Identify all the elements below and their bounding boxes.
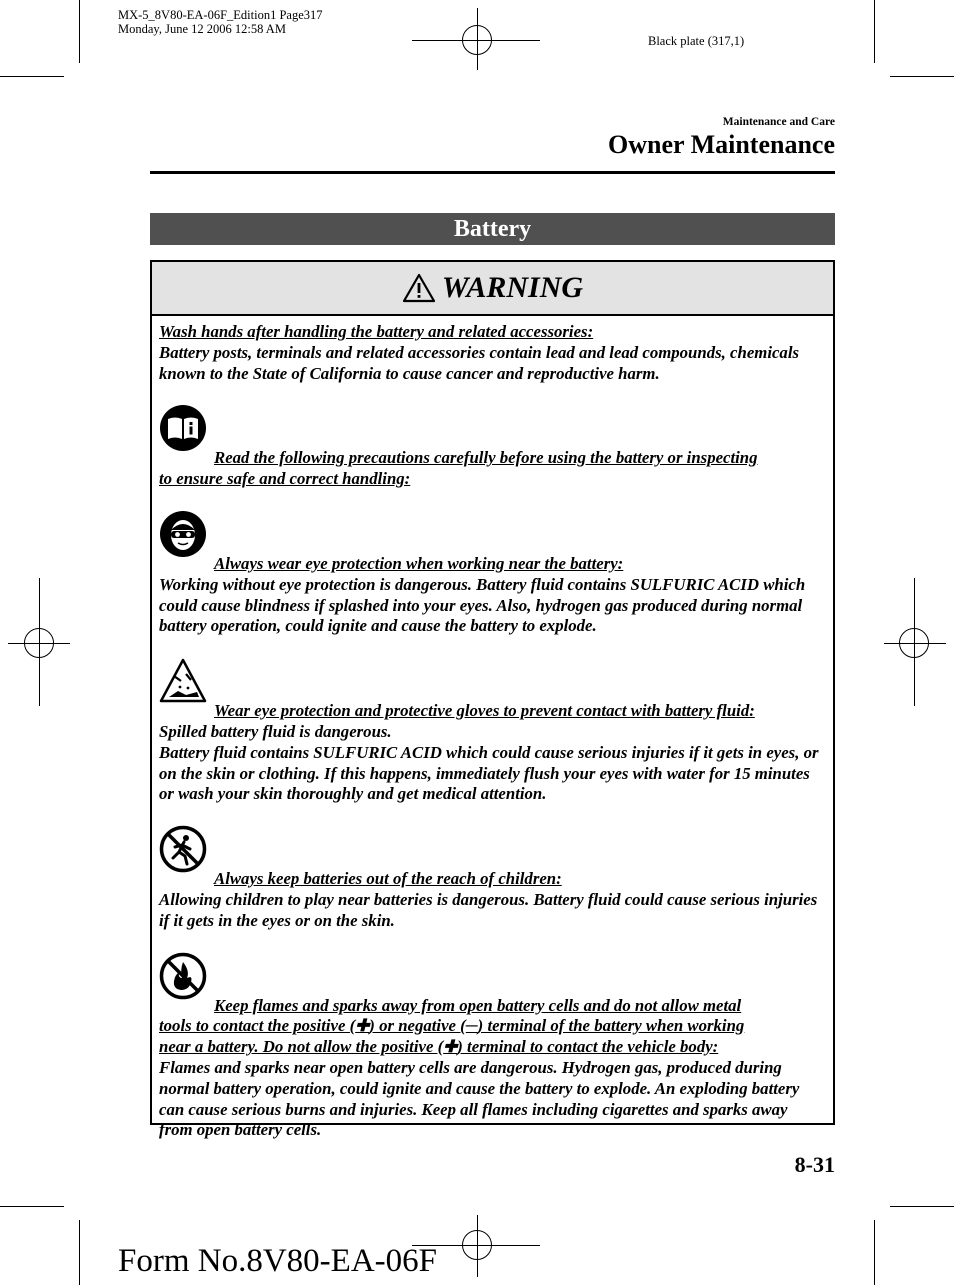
p5-heading: Always keep batteries out of the reach of children:	[214, 869, 562, 889]
p3-text: Working without eye protection is dangerous. Battery fluid contains SULFURIC ACID which could cause blindness if splashed into your eyes. Also, hydrogen gas produced during normal battery operation, could ignite and cause the battery to explode.	[159, 574, 806, 636]
crop-mark	[0, 76, 64, 77]
crop-mark	[890, 1206, 954, 1207]
plus-icon: ✚	[355, 1016, 370, 1036]
registration-circle	[462, 25, 492, 55]
p6-heading-b: tools to contact the positive (✚) or negative (─) terminal of the battery when working	[159, 1016, 745, 1036]
crop-mark	[874, 0, 875, 63]
warning-title: WARNING	[441, 271, 584, 304]
p4-heading: Wear eye protection and protective gloves to prevent contact with battery fluid:	[214, 701, 755, 721]
minus-icon: ─	[465, 1016, 478, 1036]
no-flames-icon	[159, 952, 207, 1000]
crop-mark	[874, 1220, 875, 1285]
corrosive-acid-icon	[159, 657, 207, 705]
p3-heading: Always wear eye protection when working near the battery:	[214, 553, 624, 573]
p1-text: Battery posts, terminals and related accessories contain lead and lead compounds, chemicals known to the State of California to cause cancer and reproductive harm.	[159, 342, 800, 383]
warning-header	[152, 262, 833, 316]
crop-mark	[0, 1206, 64, 1207]
p6-heading-c: near a battery. Do not allow the positive (✚) terminal to contact the vehicle body:	[159, 1037, 719, 1057]
crop-mark	[79, 0, 80, 63]
p6-heading-a: Keep flames and sparks away from open battery cells and do not allow metal	[214, 995, 742, 1015]
plate-label: Black plate (317,1)	[648, 34, 745, 48]
date-line: Monday, June 12 2006 12:58 AM	[118, 22, 286, 36]
plus-icon: ✚	[443, 1037, 458, 1057]
registration-circle	[462, 1230, 492, 1260]
keep-away-children-icon	[159, 825, 207, 873]
page-number: 8-31	[794, 1152, 835, 1177]
p4-text2: Battery fluid contains SULFURIC ACID which could cause serious injuries if it gets in eyes, or on the skin or clothing. If this happens, immediately flush your eyes with water for 15 minutes or wash your skin thoroughly and get medical attention.	[159, 742, 819, 804]
crop-mark	[79, 1220, 80, 1285]
warning-triangle-icon	[402, 273, 436, 303]
p4-text1: Spilled battery fluid is dangerous.	[159, 721, 392, 741]
chapter-title: Owner Maintenance	[608, 130, 835, 159]
registration-circle	[24, 628, 54, 658]
crop-mark	[890, 76, 954, 77]
warning-box	[150, 260, 835, 1140]
p2-heading-b: to ensure safe and correct handling:	[159, 469, 411, 489]
manual-book-icon	[159, 404, 207, 452]
print-metadata	[118, 8, 323, 36]
battery-title-bar: Battery	[150, 213, 835, 245]
eye-protection-icon	[159, 510, 207, 558]
file-line: MX-5_8V80-EA-06F_Edition1 Page317	[118, 8, 323, 22]
header-rule	[150, 171, 835, 174]
form-number: Form No.8V80-EA-06F	[118, 1243, 437, 1279]
warning-body	[159, 322, 823, 1141]
p6-text: Flames and sparks near open battery cells are dangerous. Hydrogen gas, produced during normal battery operation, could ignite and cause the battery to explode. An exploding battery can cause serious burns and injuries. Keep all flames including cigarettes and sparks away from open battery cells.	[159, 1057, 800, 1140]
p5-text: Allowing children to play near batteries is dangerous. Battery fluid could cause serious injuries if it gets in the eyes or on the skin.	[159, 889, 818, 930]
p1-heading: Wash hands after handling the battery and related accessories:	[159, 322, 594, 341]
p2-heading-a: Read the following precautions carefully before using the battery or inspecting	[214, 448, 758, 468]
section-title: Maintenance and Care	[722, 116, 835, 128]
registration-circle	[899, 628, 929, 658]
